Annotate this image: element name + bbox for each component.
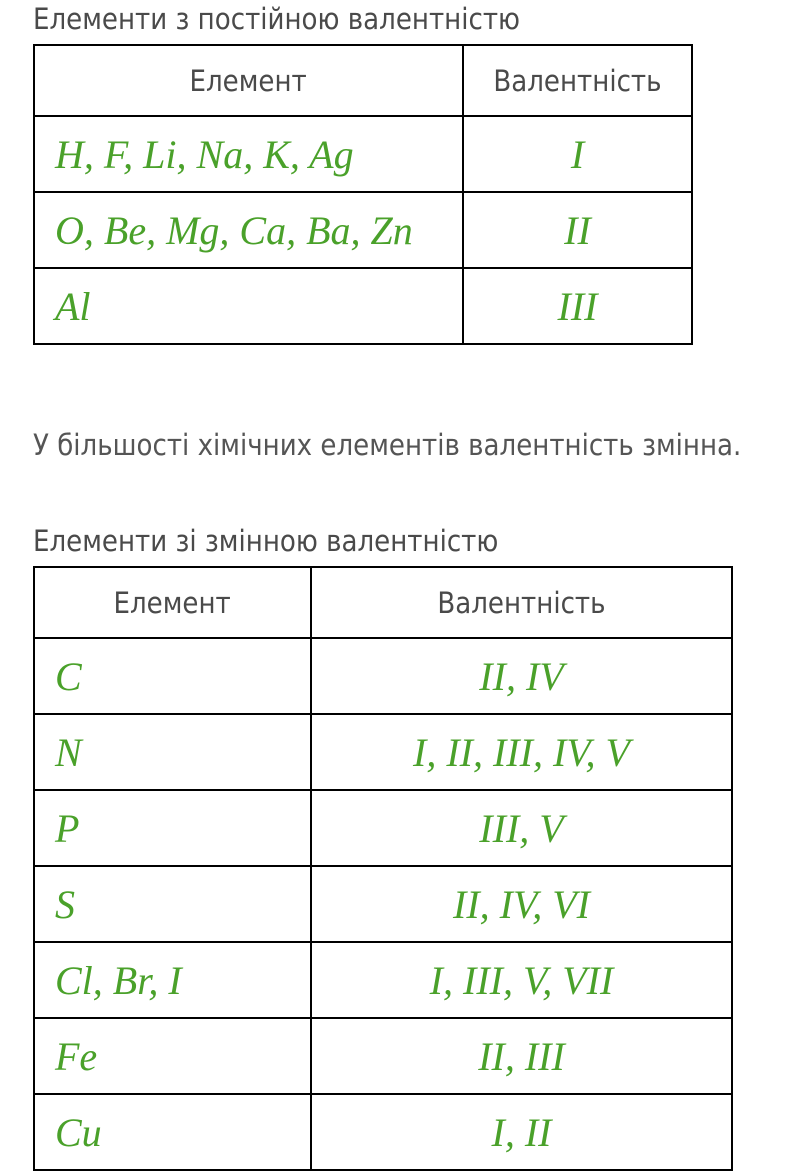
valence-cell: II, IV, VI xyxy=(311,866,732,942)
table-header-row xyxy=(34,45,692,116)
element-cell: N xyxy=(34,714,311,790)
element-cell: Al xyxy=(34,268,463,344)
element-cell: S xyxy=(34,866,311,942)
valence-cell: II, IV xyxy=(311,638,732,714)
table-row xyxy=(34,1018,732,1094)
element-cell: Cu xyxy=(34,1094,311,1170)
table-row xyxy=(34,790,732,866)
element-cell: Cl, Br, I xyxy=(34,942,311,1018)
table-header-row xyxy=(34,567,732,638)
valence-cell: I, II, III, IV, V xyxy=(311,714,732,790)
table-row xyxy=(34,942,732,1018)
table-row xyxy=(34,116,692,192)
table-row xyxy=(34,268,692,344)
constant-valence-caption: Елементи з постійною валентністю xyxy=(33,2,521,36)
table-row xyxy=(34,866,732,942)
valence-cell: II xyxy=(463,192,692,268)
variable-valence-table xyxy=(33,566,733,1171)
element-cell: P xyxy=(34,790,311,866)
variable-valence-note: У більшості хімічних елементів валентність змінна. xyxy=(33,428,742,462)
valence-cell: I, III, V, VII xyxy=(311,942,732,1018)
valence-cell: III xyxy=(463,268,692,344)
table-row xyxy=(34,1094,732,1170)
valence-column-header: Валентність xyxy=(463,45,692,116)
table-row xyxy=(34,192,692,268)
table-row xyxy=(34,638,732,714)
valence-cell: II, III xyxy=(311,1018,732,1094)
element-cell: Fe xyxy=(34,1018,311,1094)
valence-cell: I, II xyxy=(311,1094,732,1170)
element-column-header: Елемент xyxy=(34,567,311,638)
valence-cell: I xyxy=(463,116,692,192)
table-row xyxy=(34,714,732,790)
valence-column-header: Валентність xyxy=(311,567,732,638)
element-cell: O, Be, Mg, Ca, Ba, Zn xyxy=(34,192,463,268)
constant-valence-table xyxy=(33,44,693,345)
element-column-header: Елемент xyxy=(34,45,463,116)
variable-valence-caption: Елементи зі змінною валентністю xyxy=(33,524,499,558)
valence-cell: III, V xyxy=(311,790,732,866)
element-cell: C xyxy=(34,638,311,714)
element-cell: H, F, Li, Na, K, Ag xyxy=(34,116,463,192)
